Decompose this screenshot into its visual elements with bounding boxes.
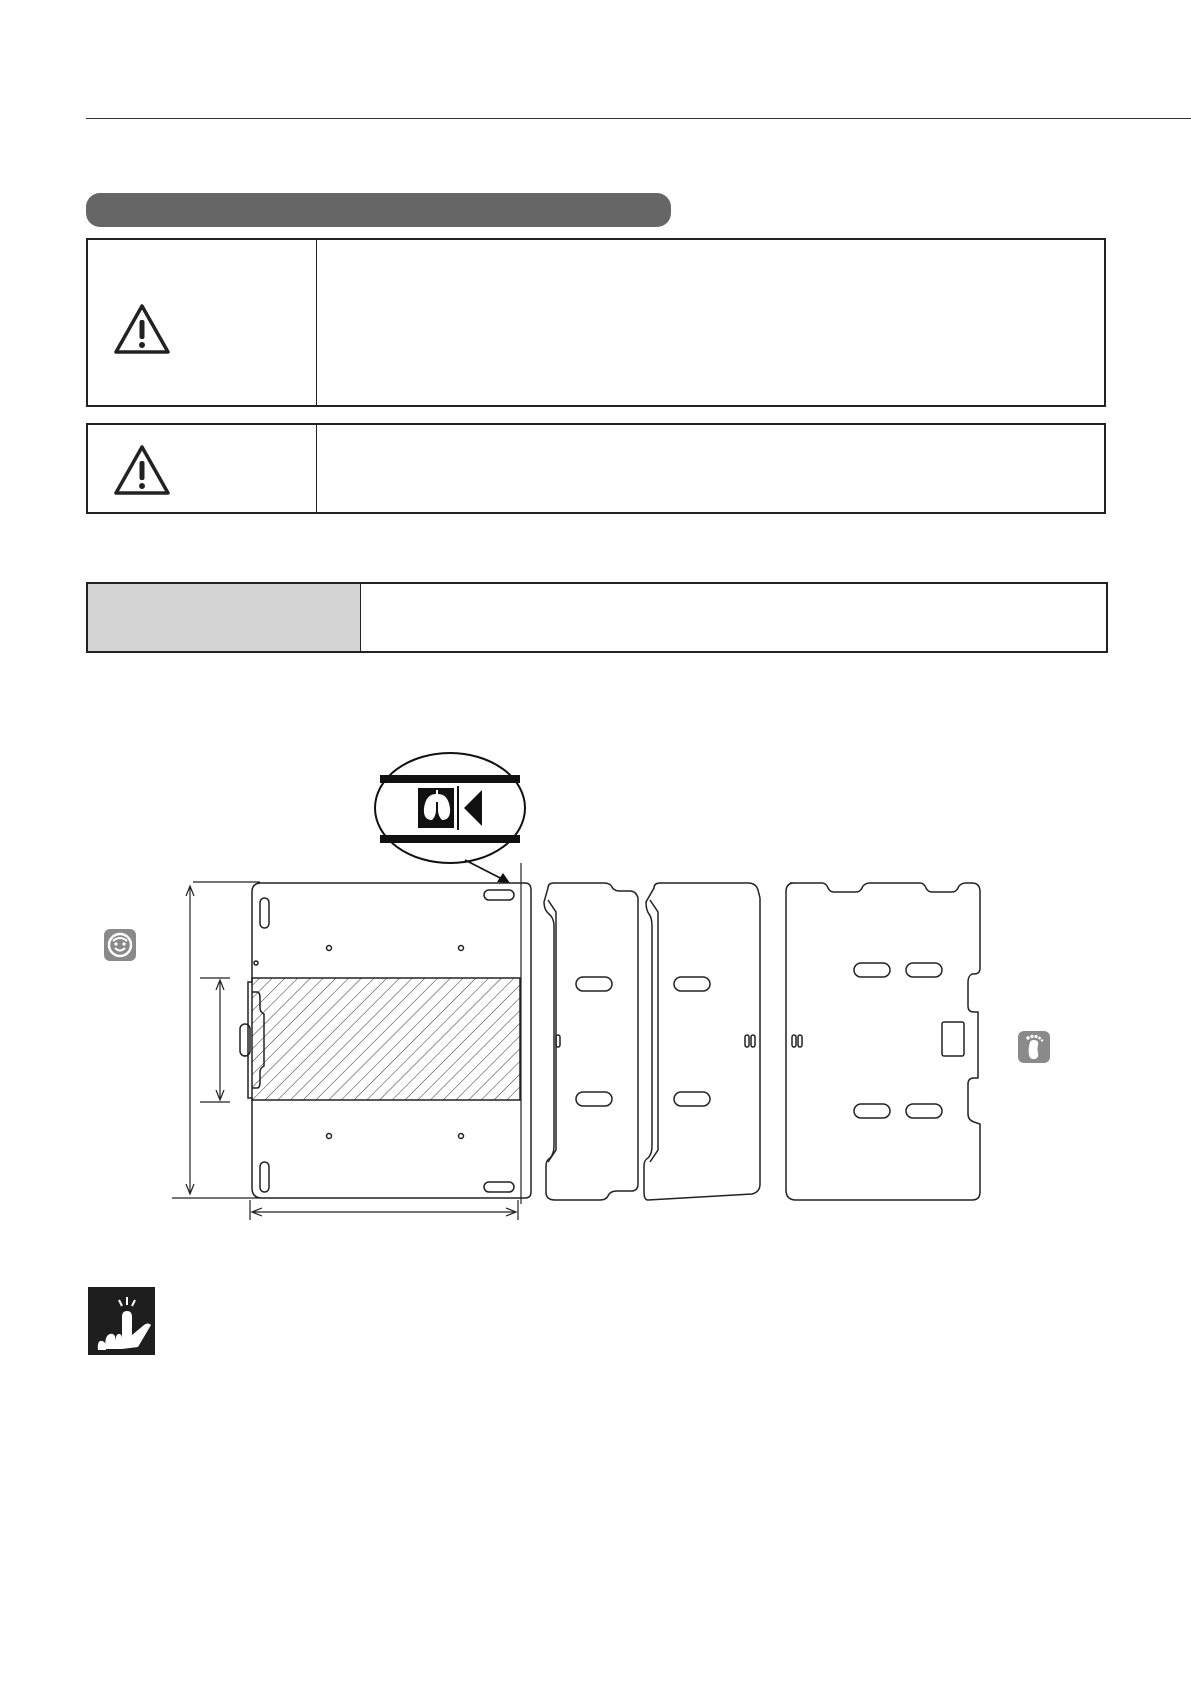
lungs-symbol-callout <box>375 753 525 863</box>
warning-notice <box>86 238 1106 407</box>
caution-icon-cell <box>88 425 317 512</box>
main-tray-panel <box>240 883 531 1198</box>
warning-triangle-icon <box>112 443 172 497</box>
tray-diagram <box>100 730 1000 1230</box>
section-title-bar <box>86 193 671 227</box>
wide-panel <box>786 883 980 1200</box>
warning-triangle-icon <box>112 302 172 356</box>
narrow-panel-left <box>544 883 638 1200</box>
narrow-panel-right <box>644 883 760 1200</box>
spec-label-cell <box>88 584 361 651</box>
warning-icon-cell <box>88 240 317 405</box>
caution-notice <box>86 423 1106 514</box>
pointing-hand-icon <box>88 1287 155 1355</box>
header-rule <box>86 118 1191 119</box>
foot-end-icon <box>1018 1031 1050 1063</box>
spec-table <box>86 582 1108 653</box>
